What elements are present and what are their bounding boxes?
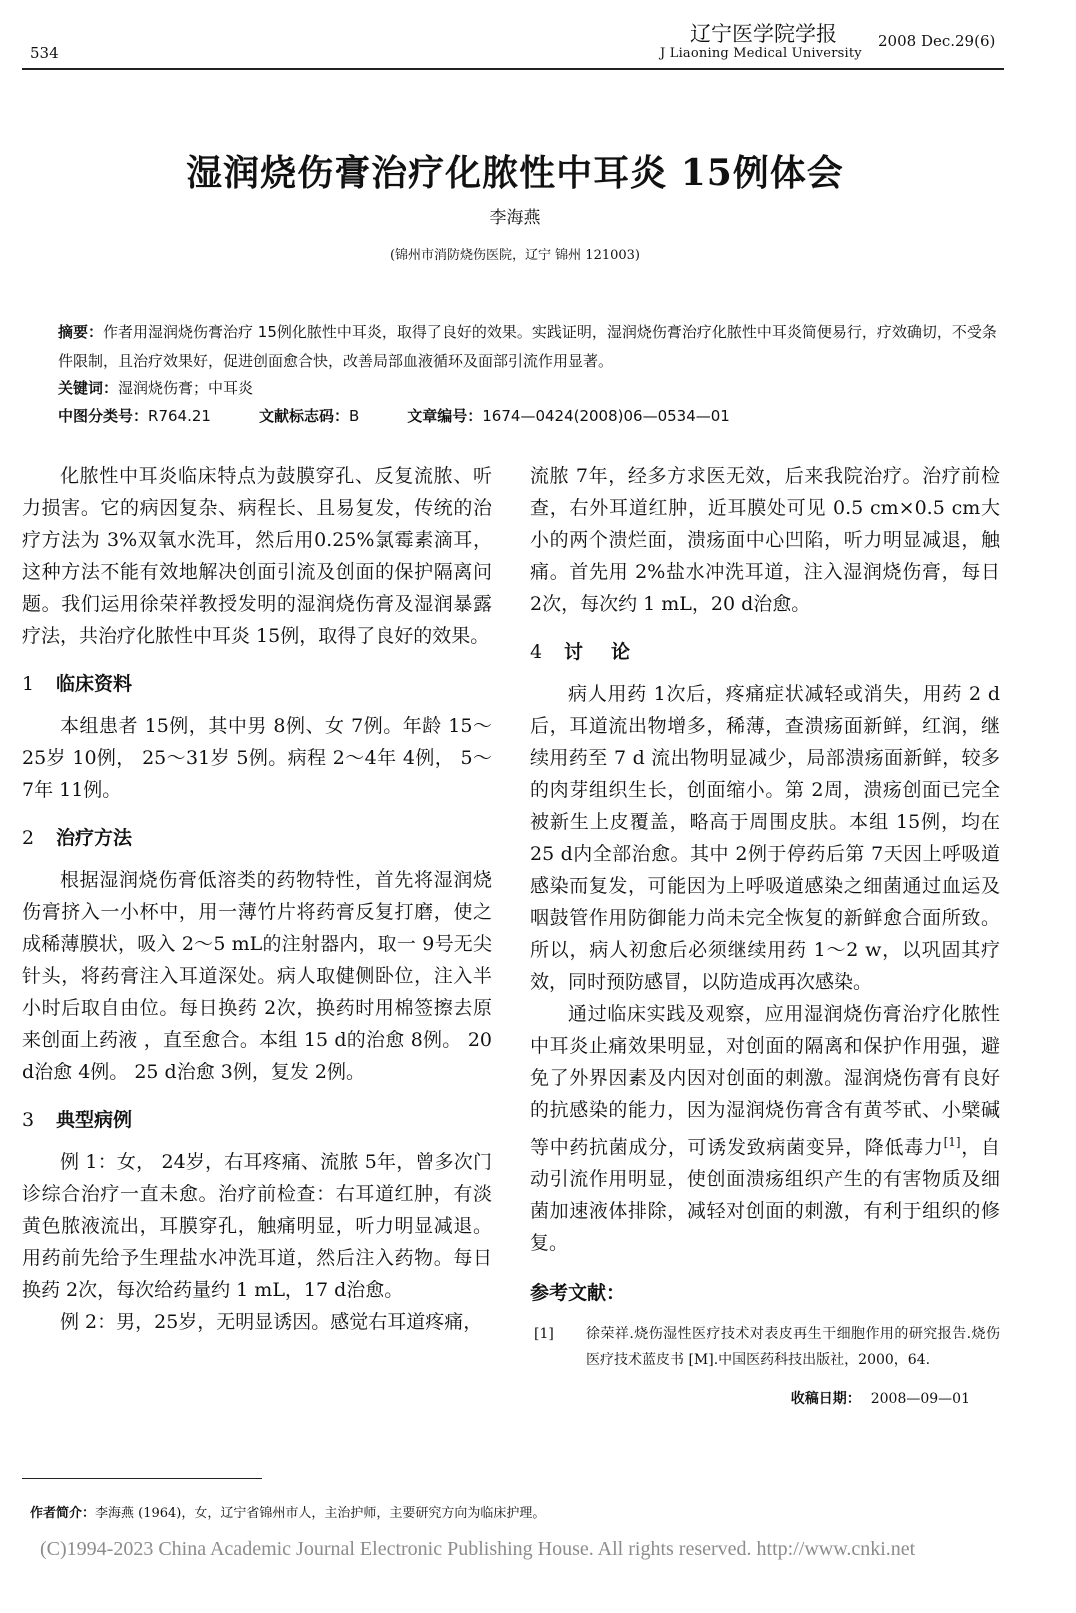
abstract xyxy=(58,318,998,376)
discussion-paragraph-2-text-a: 通过临床实践及观察，应用湿润烧伤膏治疗化脓性中耳炎止痛效果明显，对创面的隔离和保护作用强，避免了外界因素及内因对创面的刺激。湿润烧伤膏有良好的抗感染的能力，因为湿润烧伤膏含有黄芩甙、小檗碱等中药抗菌成分，可诱发致病菌变异，降低毒力 xyxy=(530,1003,1000,1159)
section-1-paragraph: 本组患者 15例，其中男 8例、女 7例。年龄 15～25岁 10例， 25～31岁 5例。病程 2～4年 4例， 5～7年 11例。 xyxy=(22,715,492,801)
reference-item xyxy=(530,1321,1000,1373)
article-no-item xyxy=(407,405,730,426)
section-4-number: 4 xyxy=(530,641,543,663)
case-2-paragraph-continued: 流脓 7年，经多方求医无效，后来我院治疗。治疗前检查，右外耳道红肿，近耳膜处可见 0.5 cm×0.5 cm大小的两个溃烂面，溃疡面中心凹陷，听力明显减退，触痛。首先用 2%盐水冲洗耳道，注入湿润烧伤膏，每日 2次，每次约 1 mL，20 d治愈。 xyxy=(530,465,1000,615)
journal-title-en: J Liaoning Medical University xyxy=(660,46,862,61)
right-column xyxy=(530,460,1000,1415)
issue-date: 2008 Dec.29(6) xyxy=(878,32,996,50)
abstract-text: 作者用湿润烧伤膏治疗 15例化脓性中耳炎，取得了良好的效果。实践证明，湿润烧伤膏治疗化脓性中耳炎简便易行，疗效确切，不受条件限制，且治疗效果好，促进创面愈合快，改善局部血液循环及面部引流作用显著。 xyxy=(58,323,997,370)
section-2-heading xyxy=(22,822,492,854)
clc-item xyxy=(58,405,211,426)
received-date xyxy=(530,1383,1000,1415)
received-value: 2008—09—01 xyxy=(870,1391,970,1408)
section-3-title: 典型病例 xyxy=(56,1109,133,1131)
discussion-paragraph-1: 病人用药 1次后，疼痛症状减轻或消失，用药 2 d后，耳道流出物增多，稀薄，查溃疡面新鲜，红润，继续用药至 7 d 流出物明显减少，局部溃疡面新鲜，较多的肉芽组织生长，创面缩小。第 2周，溃疡创面已完全被新生上皮覆盖，略高于周围皮肤。本组 15例，均在 25 d内全部治愈。其中 2例于停药后第 7天因上呼吸道感染而复发，可能因为上呼吸道感染之细菌通过血运及咽鼓管作用防御能力尚未完全恢复的新鲜愈合面所致。所以，病人初愈后必须继续用药 1～2 w，以巩固其疗效，同时预防感冒，以防造成再次感染。 xyxy=(530,683,1000,993)
received-label: 收稿日期： xyxy=(790,1391,861,1408)
keywords-label: 关键词： xyxy=(58,379,119,397)
doc-code-item xyxy=(259,405,359,426)
doc-code-value: B xyxy=(348,407,360,425)
author-footnote xyxy=(30,1502,545,1521)
keywords xyxy=(58,377,998,398)
footnote-rule xyxy=(22,1478,262,1479)
clc-value: R764.21 xyxy=(148,407,211,425)
footnote-label: 作者简介： xyxy=(30,1506,96,1521)
classification-line xyxy=(58,405,1018,426)
section-2-paragraph: 根据湿润烧伤膏低溶类的药物特性，首先将湿润烧伤膏挤入一小杯中，用一薄竹片将药膏反复打磨，使之成稀薄膜状，吸入 2～5 mL的注射器内，取一 9号无尖针头，将药膏注入耳道深处。病人取健侧卧位，注入半小时后取自由位。每日换药 2次，换药时用棉签擦去原来创面上药液 ，直至愈合。本组 15 d的治愈 8例。 20 d治愈 4例。 25 d治愈 3例，复发 2例。 xyxy=(22,869,492,1083)
doc-code-label: 文献标志码： xyxy=(258,407,349,425)
abstract-label: 摘要： xyxy=(58,323,104,341)
header-rule xyxy=(22,68,1004,70)
keywords-text: 湿润烧伤膏；中耳炎 xyxy=(118,379,254,397)
case-1-paragraph: 例 1：女， 24岁，右耳疼痛、流脓 5年，曾多次门诊综合治疗一直未愈。治疗前检查：右耳道红肿，有淡黄色脓液流出，耳膜穿孔，触痛明显，听力明显减退。用药前先给予生理盐水冲洗耳道，然后注入药物。每日换药 2次，每次给药量约 1 mL，17 d治愈。 xyxy=(22,1151,492,1301)
intro-paragraph: 化脓性中耳炎临床特点为鼓膜穿孔、反复流脓、听力损害。它的病因复杂、病程长、且易复发，传统的治疗方法为 3%双氧水洗耳，然后用0.25%氯霉素滴耳，这种方法不能有效地解决创面引流及创面的保护隔离问题。我们运用徐荣祥教授发明的湿润烧伤膏及湿润暴露疗法，共治疗化脓性中耳炎 15例，取得了良好的效果。 xyxy=(22,465,492,647)
footnote-text: 李海燕 (1964)，女，辽宁省锦州市人，主治护师，主要研究方向为临床护理。 xyxy=(95,1506,546,1521)
journal-title-cn: 辽宁医学院学报 xyxy=(690,22,837,46)
author-affiliation: (锦州市消防烧伤医院，辽宁 锦州 121003) xyxy=(389,248,641,263)
reference-number: [1] xyxy=(534,1326,554,1343)
references-heading: 参考文献： xyxy=(530,1282,626,1305)
section-1-number: 1 xyxy=(22,673,35,695)
case-2-paragraph-start: 例 2：男，25岁，无明显诱因。感觉右耳道疼痛， xyxy=(60,1311,483,1333)
section-3-number: 3 xyxy=(22,1109,35,1131)
discussion-paragraph-2 xyxy=(530,998,1000,1259)
page-number: 534 xyxy=(30,44,59,62)
section-1-heading xyxy=(22,668,492,700)
section-3-heading xyxy=(22,1104,492,1136)
discussion-paragraph-2-text-b: ，自动引流作用明显，使创面溃疡组织产生的有害物质及细菌加速液体排除，减轻对创面的刺激，有利于组织的修复。 xyxy=(530,1136,1000,1255)
article-title: 湿润烧伤膏治疗化脓性中耳炎 15例体会 xyxy=(186,152,844,194)
article-author: 李海燕 xyxy=(489,208,541,228)
section-4-title: 讨论 xyxy=(564,641,659,663)
clc-label: 中图分类号： xyxy=(58,407,149,425)
copyright-line: (C)1994-2023 China Academic Journal Electronic Publishing House. All rights reserved. http://www.cnki.net xyxy=(40,1538,916,1560)
section-2-number: 2 xyxy=(22,827,35,849)
citation-marker: [1] xyxy=(943,1135,961,1149)
article-no-label: 文章编号： xyxy=(407,407,483,425)
reference-text: 徐荣祥.烧伤湿性医疗技术对表皮再生干细胞作用的研究报告.烧伤医疗技术蓝皮书 [M].中国医药科技出版社，2000，64. xyxy=(586,1326,1000,1369)
article-no-value: 1674—0424(2008)06—0534—01 xyxy=(482,407,730,425)
left-column xyxy=(22,460,492,1338)
section-1-title: 临床资料 xyxy=(56,673,133,695)
section-4-heading xyxy=(530,636,1000,668)
section-2-title: 治疗方法 xyxy=(56,827,133,849)
